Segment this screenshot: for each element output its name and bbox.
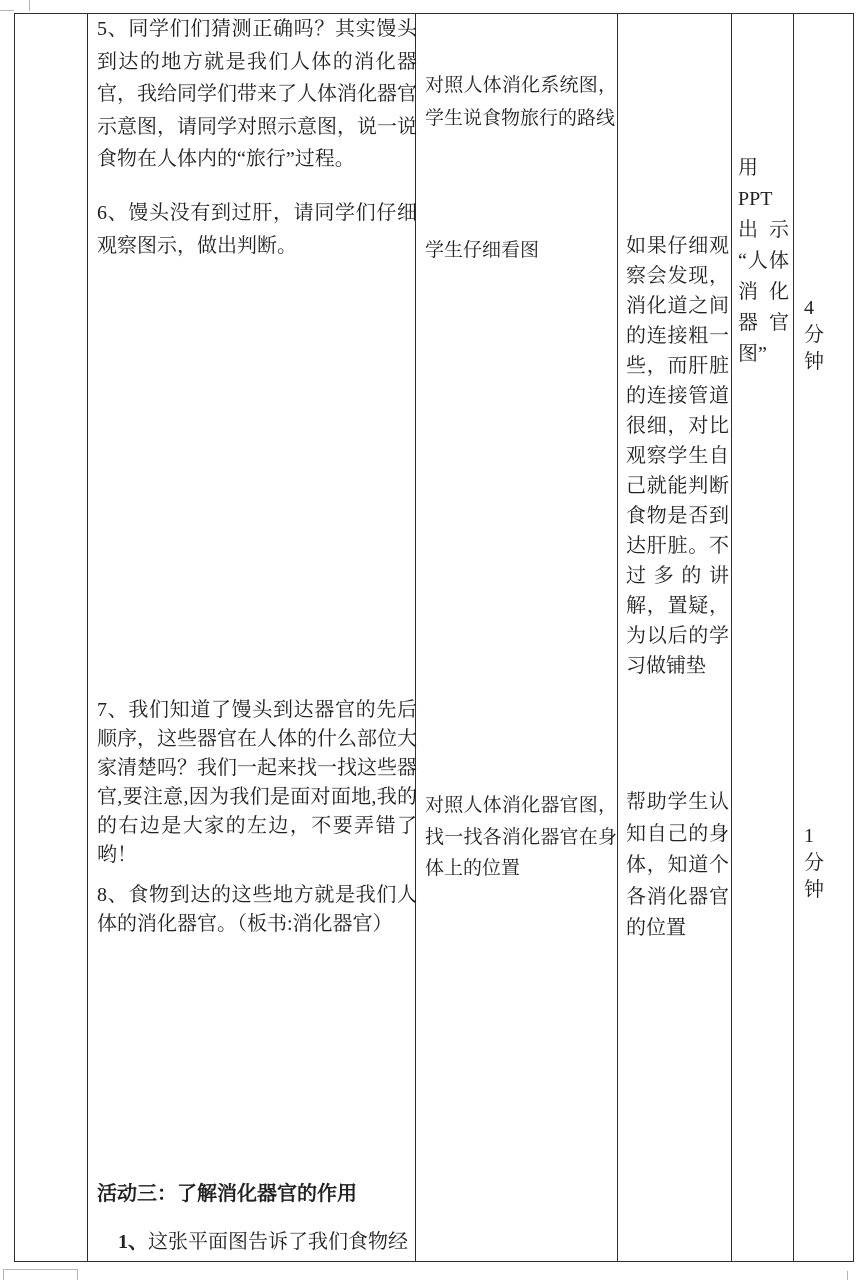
student-activity-2: 学生仔细看图 [425, 240, 540, 261]
student-activity-3: 对照人体消化器官图，找一找各消化器官在身体上的位置 [425, 795, 617, 879]
column-divider-stage-teacher [87, 14, 88, 1261]
time-1-minute: 1分钟 [804, 825, 824, 901]
activity-3-heading: 活动三：了解消化器官的作用 [97, 1183, 357, 1205]
teacher-step-8: 8、食物到达的这些地方就是我们人体的消化器官。（板书:消化器官） [97, 884, 417, 935]
column-divider-design-media [731, 14, 732, 1261]
student-activity-1: 对照人体消化系统图，学生说食物旅行的路线 [425, 75, 617, 129]
time-4-minutes: 4分钟 [804, 297, 824, 373]
column-divider-media-time [793, 14, 794, 1261]
teacher-step-6: 6、馒头没有到过肝，请同学们仔细观察图示，做出判断。 [97, 202, 417, 257]
activity-3-step-1 [118, 1228, 418, 1257]
scan-artifact-bottom-right-vertical [847, 1271, 848, 1280]
column-divider-student-design [617, 14, 618, 1261]
teacher-step-5: 5、同学们们猜测正确吗？其实馒头到达的地方就是我们人体的消化器官，我给同学们带来了人体消化器官示意图，请同学对照示意图，说一说食物在人体内的“旅行”过程。 [97, 18, 417, 170]
design-intent-2: 帮助学生认知自己的身体，知道个各消化器官的位置 [626, 791, 729, 939]
scan-artifact-bottom-left-horizontal [3, 1269, 78, 1270]
scan-artifact-top-left-horizontal [0, 10, 14, 11]
activity-3-step-1-number: 1、 [118, 1231, 148, 1253]
scan-artifact-bottom-left-vertical-2 [77, 1269, 78, 1280]
teacher-step-7: 7、我们知道了馒头到达器官的先后顺序，这些器官在人体的什么部位大家清楚吗？我们一起来找一找这些器官,要注意,因为我们是面对面地,我的的右边是大家的左边，不要弄错了哟！ [97, 699, 417, 866]
media-note-ppt: 用PPT出示“人体消化器官图” [738, 157, 789, 365]
activity-3-step-1-text: 这张平面图告诉了我们食物经 [148, 1231, 408, 1253]
scan-artifact-bottom-left-vertical [3, 1269, 4, 1280]
design-intent-1: 如果仔细观察会发现，消化道之间的连接粗一些，而肝脏的连接管道很细，对比观察学生自己就能判断食物是否到达肝脏。不过多的讲解，置疑，为以后的学习做铺垫 [626, 235, 729, 677]
scan-artifact-top-left-vertical [29, 0, 30, 11]
lesson-plan-table [14, 13, 854, 1262]
